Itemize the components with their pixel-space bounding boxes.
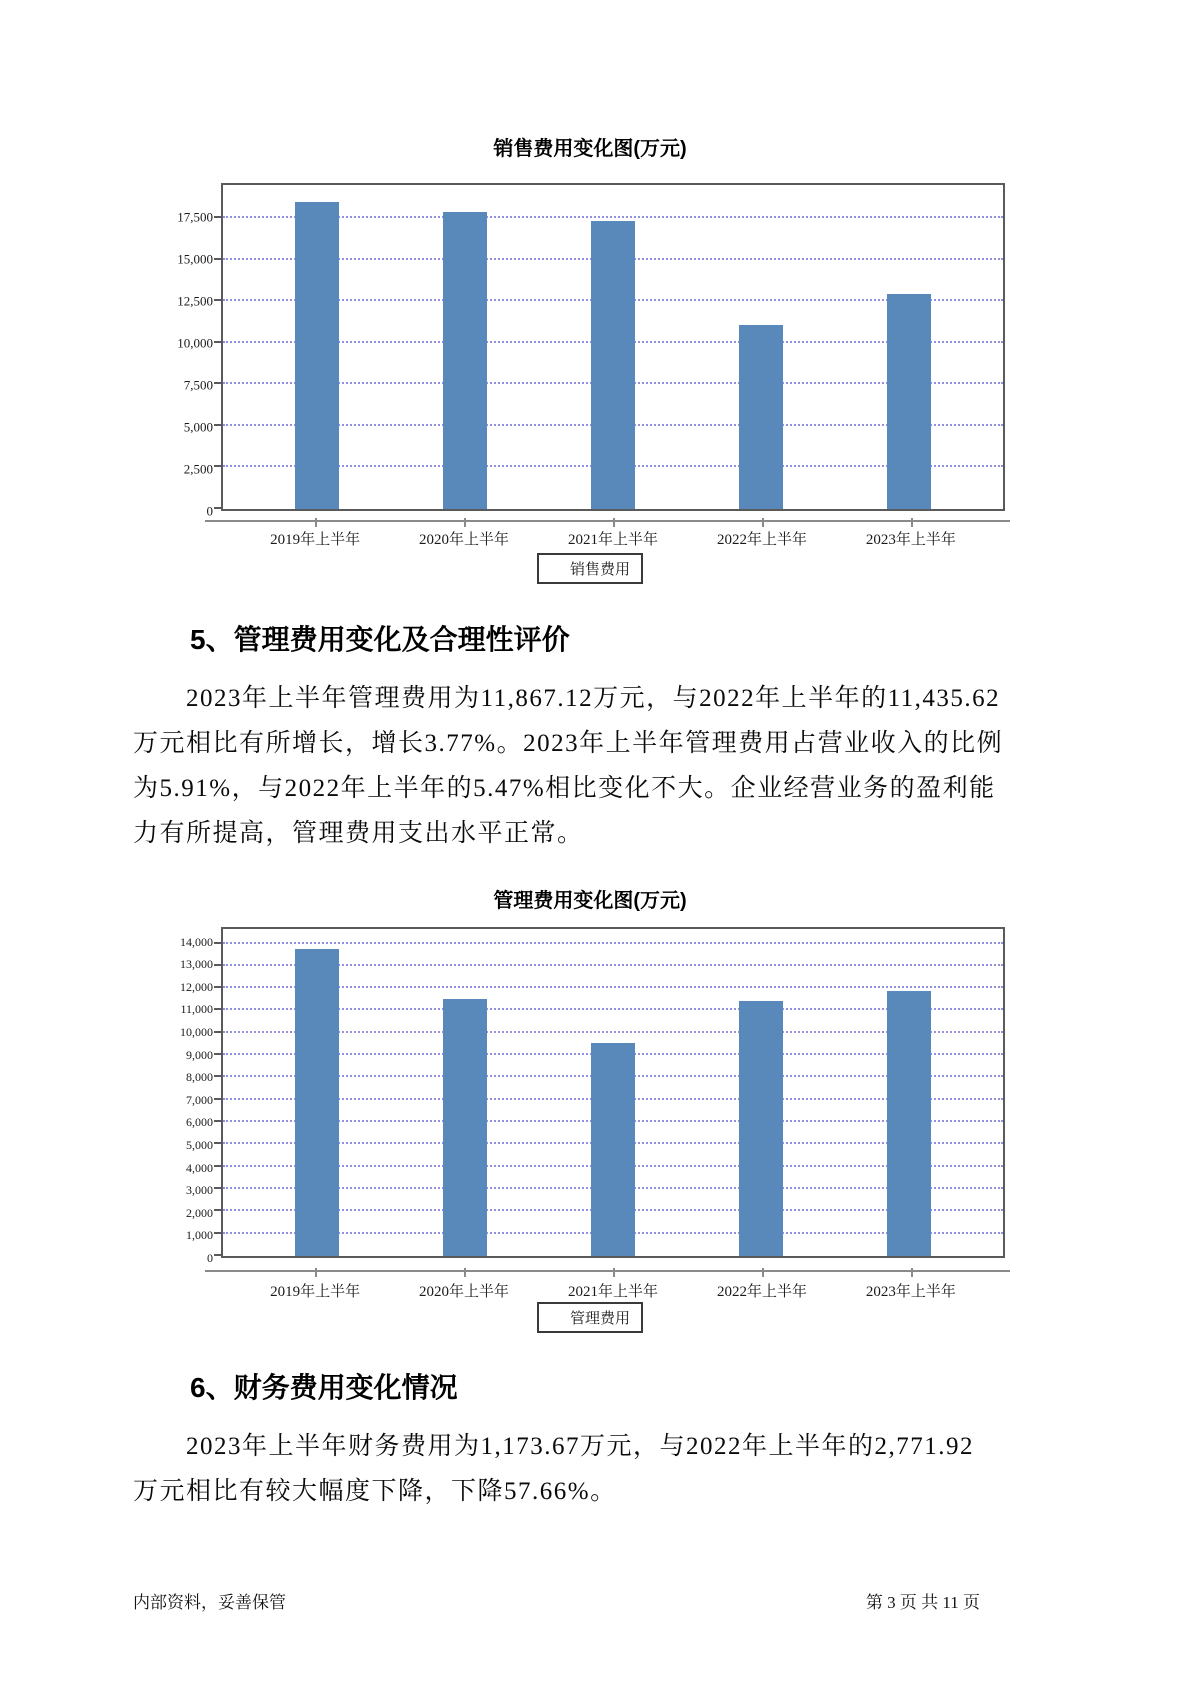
legend <box>170 553 1010 584</box>
y-tick-label: 7,000 <box>186 1092 213 1107</box>
y-axis-tick <box>214 1187 221 1189</box>
bar-2023年上半年 <box>887 294 931 509</box>
y-axis-tick <box>214 942 221 944</box>
y-axis-tick <box>214 1254 221 1256</box>
y-tick-label: 12,000 <box>180 979 213 994</box>
x-tick-label: 2020年上半年 <box>419 1284 510 1300</box>
footer-page-number: 第 3 页 共 11 页 <box>865 1593 980 1612</box>
y-tick-label: 1,000 <box>186 1228 213 1243</box>
x-axis-tick <box>464 1268 466 1277</box>
x-axis-tick <box>762 518 764 527</box>
y-tick-label: 0 <box>206 503 213 519</box>
y-tick-label: 12,500 <box>177 293 213 309</box>
bar-2023年上半年 <box>887 991 931 1256</box>
legend-swatch-icon <box>550 562 563 575</box>
y-tick-label: 17,500 <box>177 209 213 225</box>
bar-2021年上半年 <box>591 221 635 509</box>
x-tick-label: 2021年上半年 <box>567 532 659 548</box>
y-tick-label: 13,000 <box>180 957 213 972</box>
bar-2019年上半年 <box>295 949 339 1256</box>
x-axis-tick <box>613 1268 615 1277</box>
x-tick-label: 2023年上半年 <box>865 532 956 548</box>
y-axis-labels <box>100 927 213 1265</box>
y-tick-label: 6,000 <box>186 1115 213 1130</box>
y-tick-label: 2,500 <box>183 461 213 477</box>
y-axis-tick <box>214 507 221 509</box>
footer-confidential-note: 内部资料，妥善保管 <box>133 1593 286 1612</box>
chart-title-sales-expense: 销售费用变化图(万元) <box>493 138 687 160</box>
section-5-paragraph <box>133 676 1063 856</box>
x-axis-tick <box>762 1268 764 1277</box>
y-tick-label: 15,000 <box>177 251 213 267</box>
y-tick-label: 14,000 <box>180 934 213 949</box>
x-axis-labels <box>221 528 1005 550</box>
x-tick-label: 2022年上半年 <box>716 1284 807 1300</box>
x-axis-labels <box>221 1280 1005 1302</box>
y-axis-tick <box>214 1165 221 1167</box>
y-tick-label: 4,000 <box>186 1160 213 1175</box>
y-tick-label: 5,000 <box>186 1138 213 1153</box>
y-axis-tick <box>214 382 221 384</box>
plot-area <box>221 927 1005 1258</box>
y-axis-tick <box>214 341 221 343</box>
section-heading-6: 6、财务费用变化情况 <box>190 1372 458 1403</box>
y-axis-tick <box>214 1142 221 1144</box>
y-tick-label: 8,000 <box>186 1070 213 1085</box>
paragraph-line: 万元相比有所增长，增长3.77%。2023年上半年管理费用占营业收入的比例 <box>133 730 1004 757</box>
y-axis-tick <box>214 1232 221 1234</box>
x-tick-label: 2022年上半年 <box>716 532 807 548</box>
x-tick-label: 2023年上半年 <box>865 1284 956 1300</box>
section-heading-5: 5、管理费用变化及合理性评价 <box>190 624 570 655</box>
y-tick-label: 2,000 <box>186 1205 213 1220</box>
legend-label: 管理费用 <box>569 1311 630 1327</box>
y-axis-tick <box>214 258 221 260</box>
x-axis-tick <box>911 1268 913 1277</box>
y-axis-tick <box>214 1053 221 1055</box>
x-axis-line <box>205 520 1010 522</box>
gridline <box>223 216 1003 218</box>
section-6-paragraph <box>133 1424 1063 1514</box>
chart-title-admin-expense: 管理费用变化图(万元) <box>493 890 687 912</box>
legend <box>170 1302 1010 1333</box>
paragraph-line: 2023年上半年管理费用为11,867.12万元，与2022年上半年的11,435.62 <box>186 685 1001 712</box>
x-axis-tick <box>613 518 615 527</box>
y-tick-label: 3,000 <box>186 1183 213 1198</box>
y-tick-label: 7,500 <box>183 377 213 393</box>
bar-2020年上半年 <box>443 999 487 1256</box>
paragraph-line: 2023年上半年财务费用为1,173.67万元，与2022年上半年的2,771.92 <box>186 1433 975 1460</box>
y-axis-tick <box>214 1008 221 1010</box>
bar-2022年上半年 <box>739 1001 783 1256</box>
x-tick-label: 2021年上半年 <box>567 1284 659 1300</box>
x-axis-tick <box>911 518 913 527</box>
y-tick-label: 5,000 <box>183 419 213 435</box>
y-axis-tick <box>214 1120 221 1122</box>
y-axis-tick <box>214 1075 221 1077</box>
gridline <box>223 986 1003 988</box>
legend-box <box>537 553 643 584</box>
gridline <box>223 1008 1003 1010</box>
y-tick-label: 11,000 <box>180 1002 213 1017</box>
y-axis-tick <box>214 986 221 988</box>
x-axis-line <box>205 1270 1010 1272</box>
paragraph-line: 力有所提高，管理费用支出水平正常。 <box>133 820 584 847</box>
bar-2020年上半年 <box>443 212 487 509</box>
bar-2022年上半年 <box>739 325 783 509</box>
legend-swatch-icon <box>550 1311 563 1324</box>
x-axis-tick <box>315 518 317 527</box>
legend-label: 销售费用 <box>569 562 630 578</box>
gridline <box>223 942 1003 944</box>
bar-2021年上半年 <box>591 1043 635 1256</box>
y-tick-label: 10,000 <box>177 335 213 351</box>
bar-2019年上半年 <box>295 202 339 509</box>
y-axis-tick <box>214 424 221 426</box>
paragraph-line: 万元相比有较大幅度下降，下降57.66%。 <box>133 1478 617 1505</box>
x-tick-label: 2019年上半年 <box>270 532 361 548</box>
y-tick-label: 0 <box>207 1251 213 1265</box>
gridline <box>223 1031 1003 1033</box>
y-axis-tick <box>214 299 221 301</box>
y-axis-tick <box>214 1209 221 1211</box>
y-axis-labels <box>100 183 213 519</box>
y-axis-tick <box>214 465 221 467</box>
y-axis-tick <box>214 216 221 218</box>
y-tick-label: 9,000 <box>186 1047 213 1062</box>
y-tick-label: 10,000 <box>180 1025 213 1040</box>
y-axis-tick <box>214 1031 221 1033</box>
x-tick-label: 2020年上半年 <box>419 532 510 548</box>
y-axis-tick <box>214 1098 221 1100</box>
plot-area <box>221 183 1005 511</box>
x-axis-tick <box>315 1268 317 1277</box>
legend-box <box>537 1302 643 1333</box>
y-axis-tick <box>214 964 221 966</box>
gridline <box>223 964 1003 966</box>
x-axis-tick <box>464 518 466 527</box>
x-tick-label: 2019年上半年 <box>270 1284 361 1300</box>
paragraph-line: 为5.91%，与2022年上半年的5.47%相比变化不大。企业经营业务的盈利能 <box>133 775 996 802</box>
